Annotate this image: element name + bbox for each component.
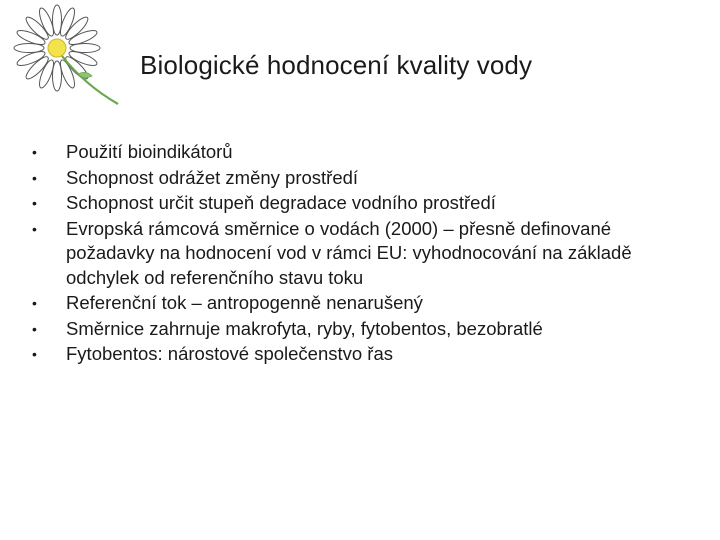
bullet-dot: • [32, 144, 37, 160]
list-item [30, 140, 690, 165]
daisy-flower-logo-icon [0, 0, 125, 115]
bullet-dot: • [32, 320, 37, 337]
bullet-text: Fytobentos: nárostové společenstvo řas [66, 343, 394, 364]
list-item [30, 342, 690, 367]
slide-title: Biologické hodnocení kvality vody [140, 50, 533, 80]
list-item [30, 291, 690, 316]
bullet-text: Směrnice zahrnuje makrofyta, ryby, fytobentos, bezobratlé [66, 317, 543, 339]
bullet-list [30, 140, 690, 368]
list-item [30, 317, 690, 342]
list-item [30, 166, 690, 191]
bullet-dot: • [32, 346, 37, 362]
bullet-dot: • [32, 295, 37, 311]
bullet-text: Schopnost odrážet změny prostředí [66, 166, 359, 188]
bullet-text: Schopnost určit stupeň degradace vodního prostředí [66, 192, 496, 213]
bullet-dot: • [32, 195, 37, 211]
bullet-text: Použití bioindikátorů [66, 141, 233, 162]
list-item [30, 217, 690, 291]
list-item [30, 191, 690, 216]
bullet-text: Referenční tok – antropogenně nenarušený [66, 292, 423, 313]
bullet-dot: • [32, 169, 37, 186]
bullet-text: Evropská rámcová směrnice o vodách (2000) – přesně definované požadavky na hodnocení vod v rámci EU: vyhodnocování na základě odchylek od referenčního stavu toku [66, 217, 632, 288]
bullet-dot: • [32, 220, 37, 237]
